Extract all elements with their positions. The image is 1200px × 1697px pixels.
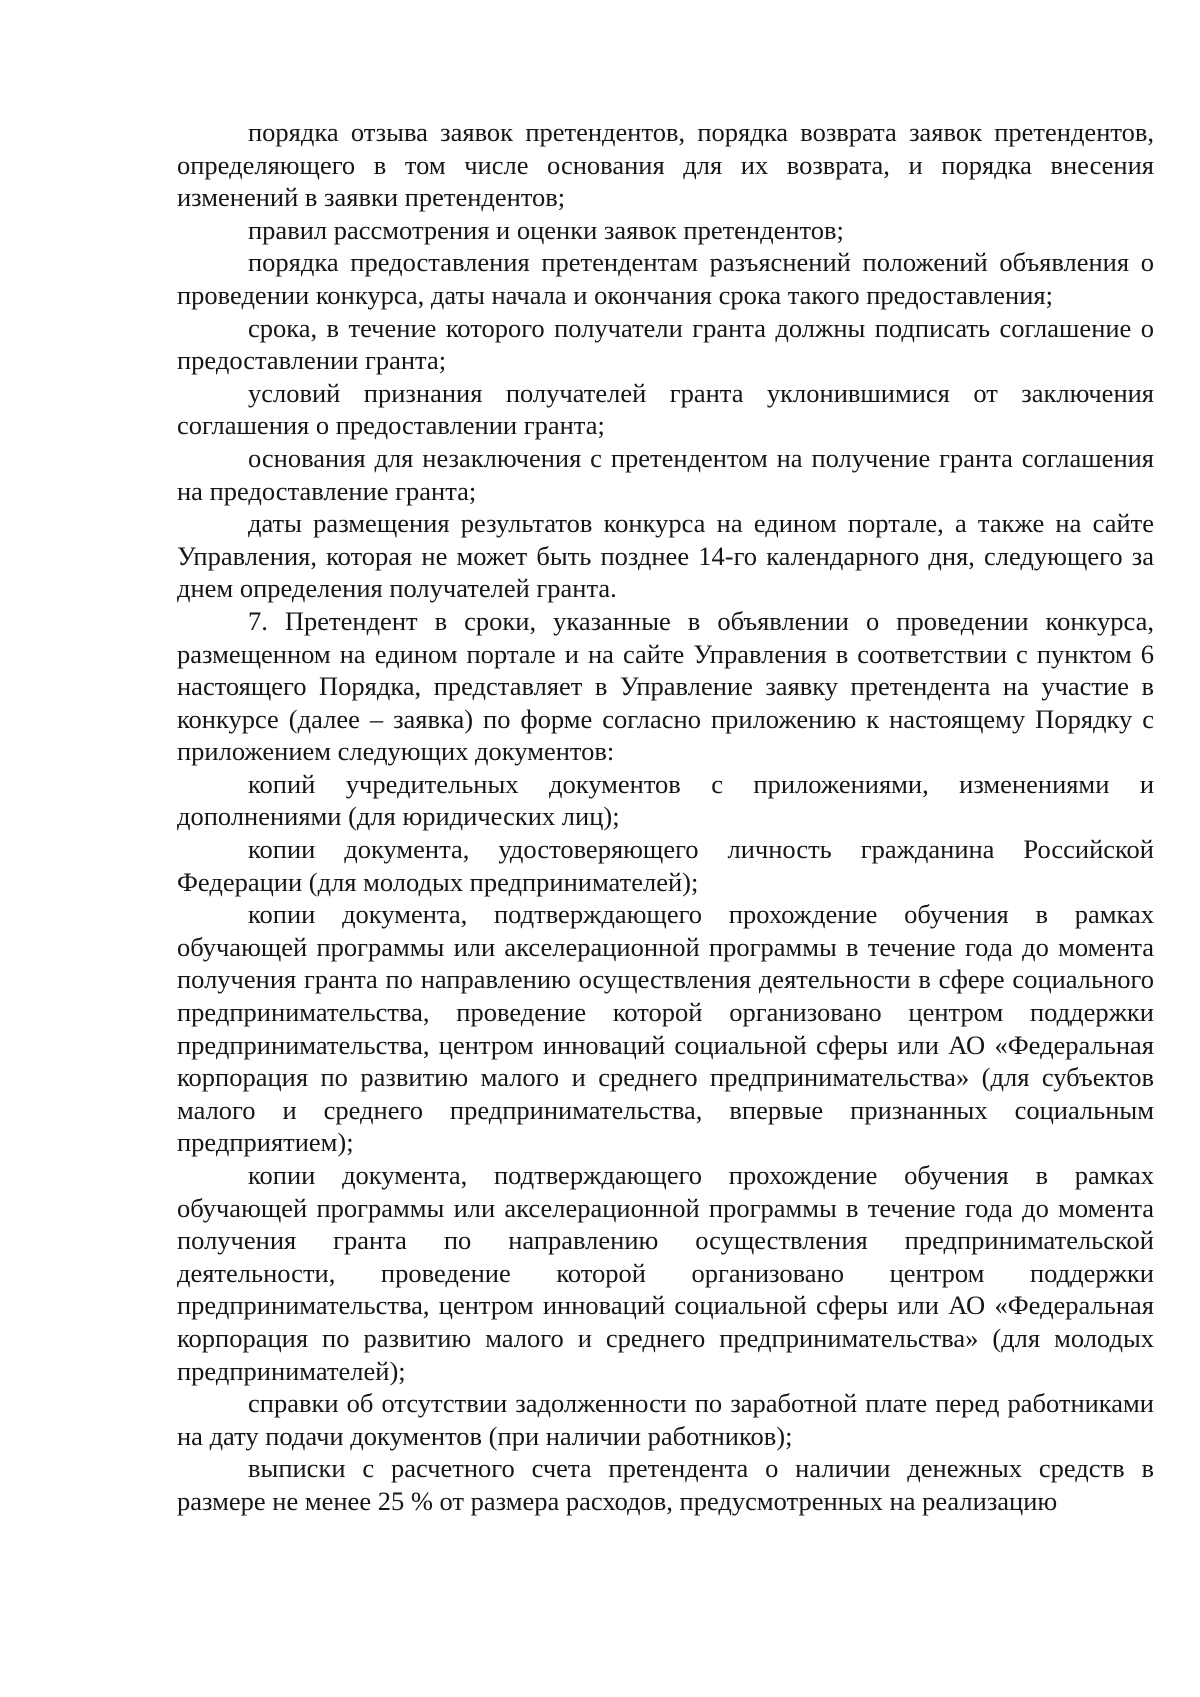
paragraph-identity-document: копии документа, удостоверяющего личность гражданина Российской Федерации (для молодых предпринимателей); [177, 834, 1154, 897]
paragraph-withdrawal-procedure: порядка отзыва заявок претендентов, порядка возврата заявок претендентов, определяющего в том числе основания для их возврата, и порядка внесения изменений в заявки претендентов; [177, 117, 1154, 213]
paragraph-signing-deadline: срока, в течение которого получатели гранта должны подписать соглашение о предоставлении гранта; [177, 312, 1154, 376]
paragraph-non-conclusion-grounds: основания для незаключения с претендентом на получение гранта соглашения на предоставление гранта; [177, 442, 1154, 506]
paragraph-founding-documents: копий учредительных документов с приложениями, изменениями и дополнениями (для юридических лиц); [177, 768, 1154, 832]
paragraph-salary-debt-certificate: справки об отсутствии задолженности по заработной плате перед работниками на дату подачи документов (при наличии работников); [177, 1388, 1154, 1451]
paragraph-results-publication-date: даты размещения результатов конкурса на едином портале, а также на сайте Управления, которая не может быть позднее 14-го календарного дня, следующего за днем определения получателей гранта. [177, 508, 1154, 604]
paragraph-review-rules: правил рассмотрения и оценки заявок претендентов; [248, 214, 844, 245]
paragraph-item-7: 7. Претендент в сроки, указанные в объявлении о проведении конкурса, размещенном на едином портале и на сайте Управления в соответствии с пунктом 6 настоящего Порядка, представляет в Управление заявку претендента на участие в конкурсе (далее – заявка) по форме согласно приложению к настоящему Порядку с приложением следующих документов: [177, 605, 1154, 767]
document-body [177, 116, 1154, 1518]
paragraph-account-statement: выписки с расчетного счета претендента о наличии денежных средств в размере не менее 25 % от размера расходов, предусмотренных на реализацию [177, 1453, 1154, 1516]
paragraph-clarification-procedure: порядка предоставления претендентам разъяснений положений объявления о проведении конкурса, даты начала и окончания срока такого предоставления; [177, 247, 1154, 310]
paragraph-training-social-enterprise: копии документа, подтверждающего прохождение обучения в рамках обучающей программы или акселерационной программы в течение года до момента получения гранта по направлению осуществления деятельности в сфере социального предпринимательства, проведение которой организовано центром поддержки предпринимательства, центром инноваций социальной сферы или АО «Федеральная корпорация по развитию малого и среднего предпринимательства» (для субъектов малого и среднего предпринимательства, впервые признанных социальным предприятием); [177, 899, 1154, 1158]
paragraph-evasion-conditions: условий признания получателей гранта уклонившимися от заключения соглашения о предоставлении гранта; [177, 377, 1154, 441]
paragraph-training-young-entrepreneurs: копии документа, подтверждающего прохождение обучения в рамках обучающей программы или акселерационной программы в течение года до момента получения гранта по направлению осуществления предпринимательской деятельности, проведение которой организовано центром поддержки предпринимательства, центром инноваций социальной сферы или АО «Федеральная корпорация по развитию малого и среднего предпринимательства» (для молодых предпринимателей); [177, 1160, 1154, 1386]
